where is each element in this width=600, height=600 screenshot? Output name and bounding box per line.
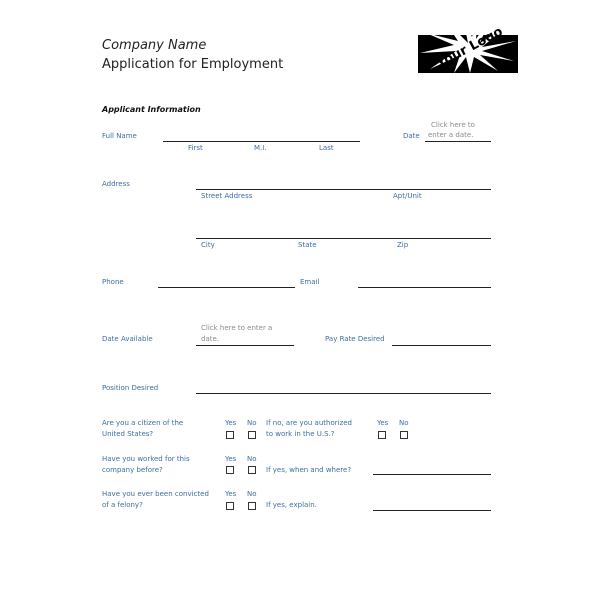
citizen-yes-checkbox[interactable] [226,431,234,439]
authorized-question-line1: If no, are you authorized [266,419,352,427]
citizen-yes-label: Yes [225,419,237,427]
citizen-question-line1: Are you a citizen of the [102,419,184,427]
worked-yes-label: Yes [225,455,237,463]
company-name: Company Name [102,38,207,53]
last-sublabel: Last [319,144,334,152]
worked-no-label: No [247,455,257,463]
zip-sublabel: Zip [397,241,409,249]
date-available-picker[interactable]: date. [201,335,220,343]
logo-placeholder [418,13,518,73]
mi-sublabel: M.I. [254,144,267,152]
felony-question-line1: Have you ever been convicted [102,490,209,498]
worked-question-line1: Have you worked for this [102,455,190,463]
citizen-question-line2: United States? [102,430,154,438]
date-available-label: Date Available [102,335,153,343]
worked-yes-checkbox[interactable] [226,466,234,474]
email-input[interactable] [358,287,491,288]
starburst-logo-icon [418,13,518,73]
date-hint-line1: Click here to [431,121,475,129]
state-sublabel: State [298,241,317,249]
felony-followup-input[interactable] [373,510,491,511]
felony-yes-label: Yes [225,490,237,498]
worked-no-checkbox[interactable] [248,466,256,474]
phone-input[interactable] [158,287,295,288]
felony-no-checkbox[interactable] [248,502,256,510]
pay-rate-label: Pay Rate Desired [325,335,385,343]
authorized-no-checkbox[interactable] [400,431,408,439]
section-title-applicant-information: Applicant Information [102,105,201,114]
email-label: Email [300,278,320,286]
date-available-hint-line1: Click here to enter a [201,324,273,332]
city-state-zip-input[interactable] [196,238,491,239]
street-address-sublabel: Street Address [201,192,253,200]
full-name-input[interactable] [163,141,360,142]
felony-yes-checkbox[interactable] [226,502,234,510]
authorized-question-line2: to work in the U.S.? [266,430,335,438]
date-available-underline [196,345,294,346]
authorized-yes-label: Yes [377,419,389,427]
worked-followup-label: If yes, when and where? [266,466,352,474]
apt-unit-sublabel: Apt/Unit [393,192,422,200]
phone-label: Phone [102,278,124,286]
date-underline [425,141,491,142]
authorized-no-label: No [399,419,409,427]
felony-followup-label: If yes, explain. [266,501,317,509]
position-desired-label: Position Desired [102,384,159,392]
worked-followup-input[interactable] [373,474,491,475]
position-desired-input[interactable] [196,393,491,394]
city-sublabel: City [201,241,215,249]
authorized-yes-checkbox[interactable] [378,431,386,439]
street-address-input[interactable] [196,189,491,190]
first-sublabel: First [188,144,203,152]
pay-rate-input[interactable] [392,345,491,346]
felony-question-line2: of a felony? [102,501,143,509]
address-label: Address [102,180,130,188]
worked-question-line2: company before? [102,466,163,474]
full-name-label: Full Name [102,132,137,140]
felony-no-label: No [247,490,257,498]
svg-text:Your Logo: Your Logo [434,24,506,72]
date-picker[interactable]: enter a date. [428,131,474,139]
application-title: Application for Employment [102,57,284,72]
date-label: Date [403,132,420,140]
citizen-no-checkbox[interactable] [248,431,256,439]
citizen-no-label: No [247,419,257,427]
